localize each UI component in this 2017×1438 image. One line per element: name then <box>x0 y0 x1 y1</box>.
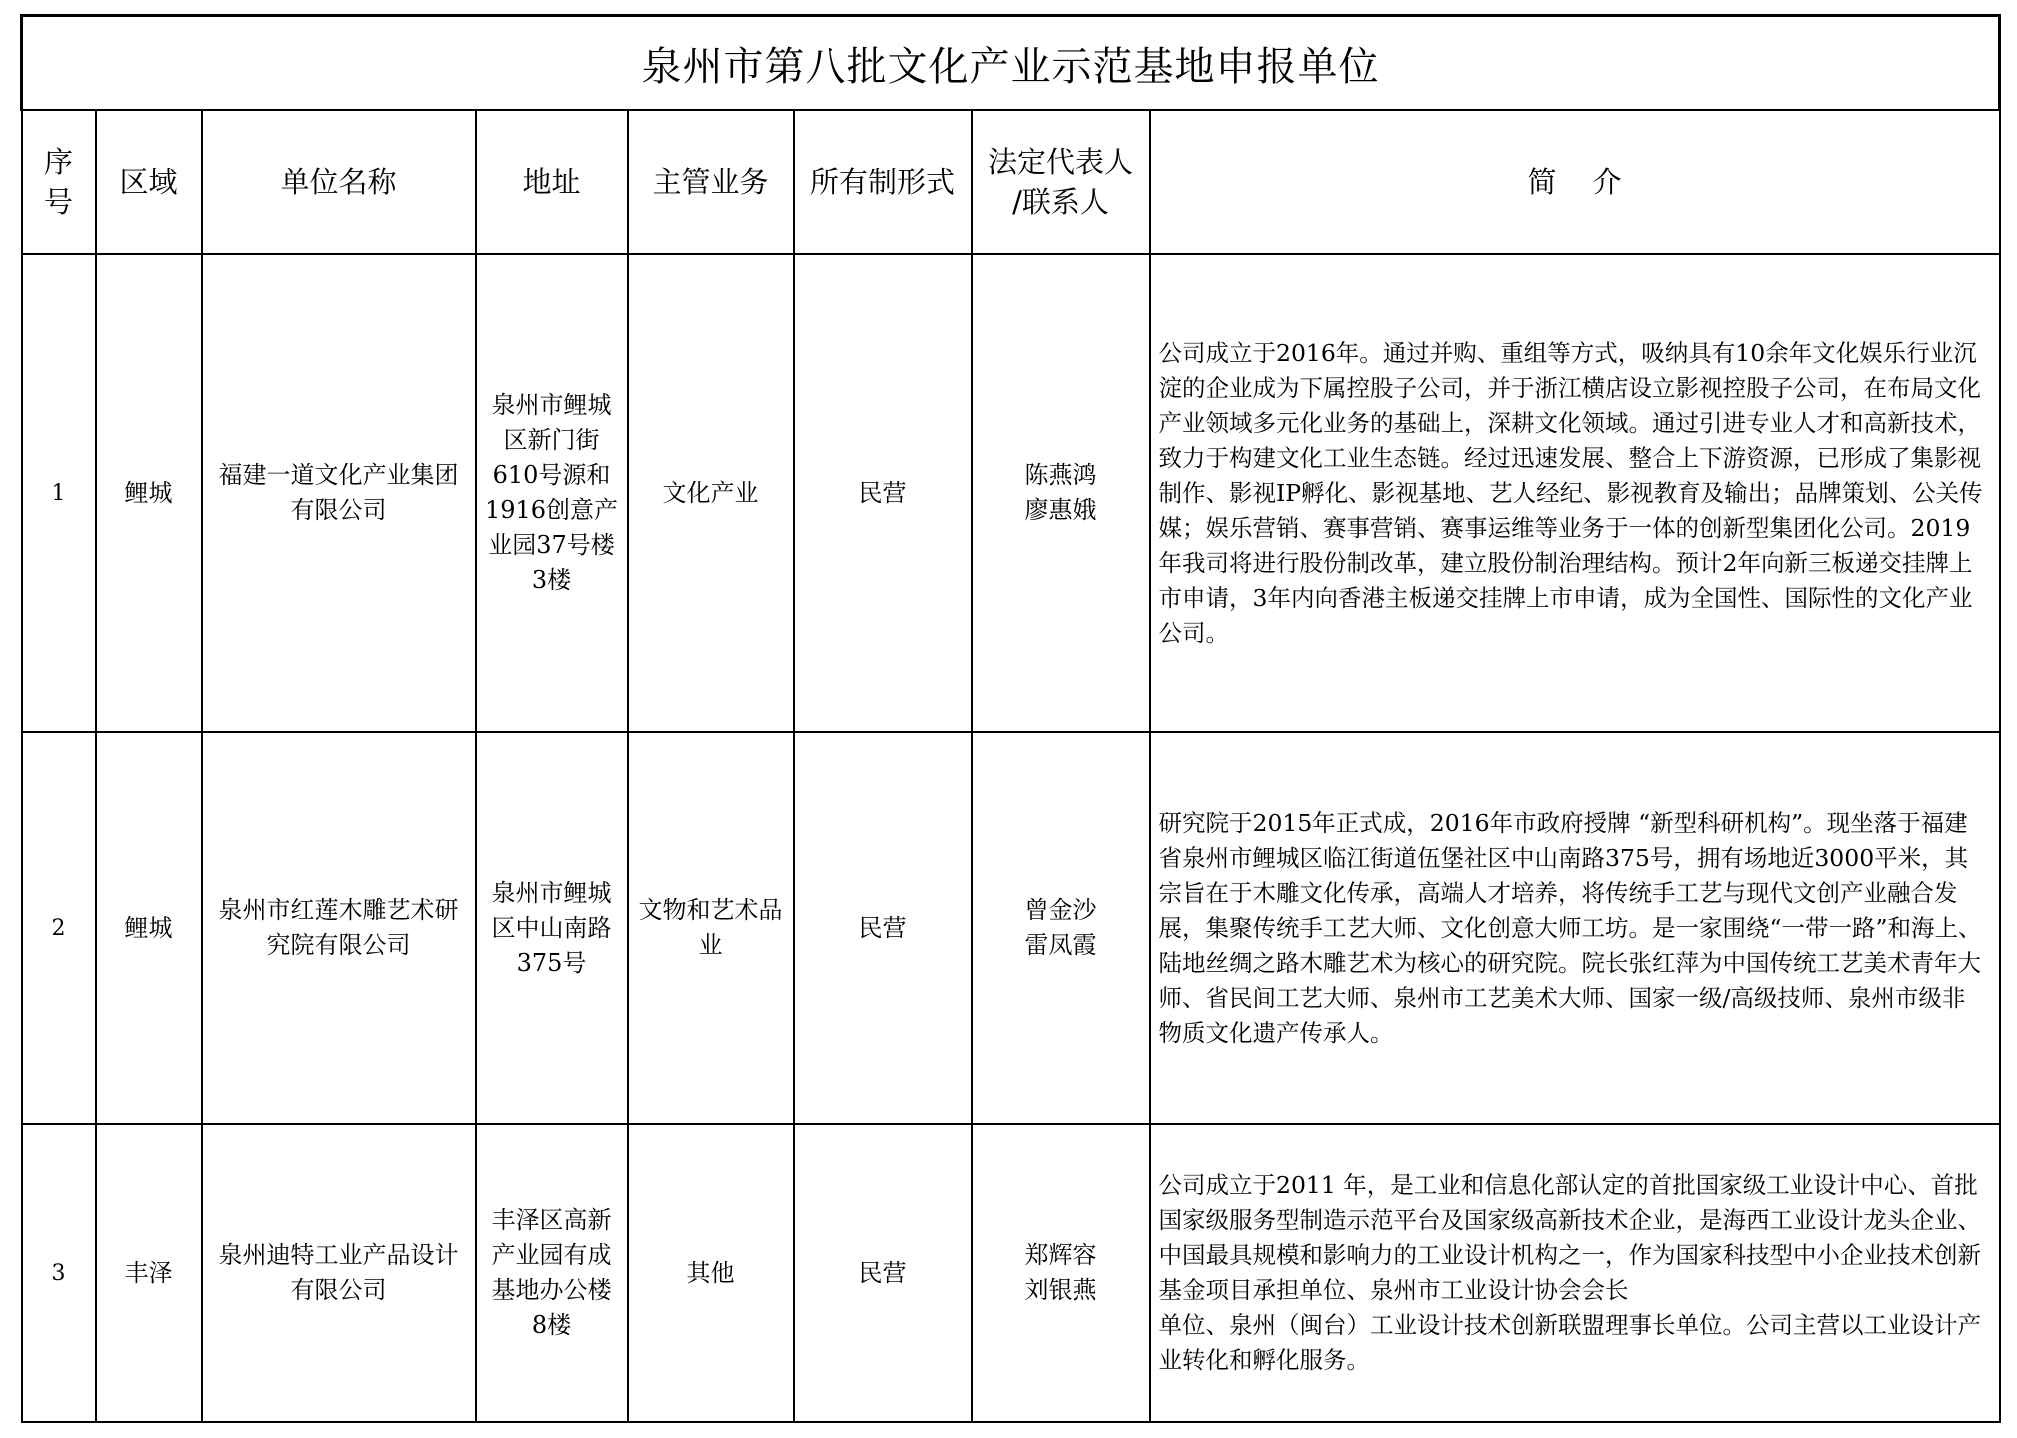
header-intro: 简介 <box>1150 110 2000 254</box>
table-title: 泉州市第八批文化产业示范基地申报单位 <box>22 16 2000 111</box>
table-row <box>22 1124 2000 1422</box>
row-seq: 1 <box>22 254 96 732</box>
table-row <box>22 254 2000 732</box>
row-contact: 曾金沙 雷凤霞 <box>972 732 1150 1124</box>
header-ownership: 所有制形式 <box>794 110 972 254</box>
row-district: 鲤城 <box>96 732 202 1124</box>
row-address: 泉州市鲤城区中山南路375号 <box>476 732 628 1124</box>
row-seq: 3 <box>22 1124 96 1422</box>
header-address: 地址 <box>476 110 628 254</box>
row-intro: 公司成立于2016年。通过并购、重组等方式，吸纳具有10余年文化娱乐行业沉淀的企业成为下属控股子公司，并于浙江横店设立影视控股子公司，在布局文化产业领域多元化业务的基础上，深耕文化领域。通过引进专业人才和高新技术，致力于构建文化工业生态链。经过迅速发展、整合上下游资源，已形成了集影视制作、影视IP孵化、影视基地、艺人经纪、影视教育及输出；品牌策划、公关传媒；娱乐营销、赛事营销、赛事运维等业务于一体的创新型集团化公司。2019年我司将进行股份制改革，建立股份制治理结构。预计2年向新三板递交挂牌上市申请，3年内向香港主板递交挂牌上市申请，成为全国性、国际性的文化产业公司。 <box>1150 254 2000 732</box>
header-row <box>22 110 2000 254</box>
row-ownership: 民营 <box>794 732 972 1124</box>
row-name: 泉州迪特工业产品设计有限公司 <box>202 1124 476 1422</box>
row-address: 泉州市鲤城区新门街610号源和1916创意产业园37号楼3楼 <box>476 254 628 732</box>
table-row <box>22 732 2000 1124</box>
row-business: 文物和艺术品业 <box>628 732 794 1124</box>
row-ownership: 民营 <box>794 254 972 732</box>
row-ownership: 民营 <box>794 1124 972 1422</box>
row-seq: 2 <box>22 732 96 1124</box>
header-business: 主管业务 <box>628 110 794 254</box>
row-district: 鲤城 <box>96 254 202 732</box>
row-business: 其他 <box>628 1124 794 1422</box>
row-name: 泉州市红莲木雕艺术研究院有限公司 <box>202 732 476 1124</box>
row-business: 文化产业 <box>628 254 794 732</box>
row-district: 丰泽 <box>96 1124 202 1422</box>
header-name: 单位名称 <box>202 110 476 254</box>
applicant-table <box>20 14 2001 1423</box>
row-name: 福建一道文化产业集团有限公司 <box>202 254 476 732</box>
header-district: 区域 <box>96 110 202 254</box>
row-contact: 陈燕鸿 廖惠娥 <box>972 254 1150 732</box>
row-intro: 研究院于2015年正式成，2016年市政府授牌 “新型科研机构”。现坐落于福建省泉州市鲤城区临江街道伍堡社区中山南路375号，拥有场地近3000平米，其宗旨在于木雕文化传承，高端人才培养，将传统手工艺与现代文创产业融合发展，集聚传统手工艺大师、文化创意大师工坊。是一家围绕“一带一路”和海上、陆地丝绸之路木雕艺术为核心的研究院。院长张红萍为中国传统工艺美术青年大师、省民间工艺大师、泉州市工艺美术大师、国家一级/高级技师、泉州市级非物质文化遗产传承人。 <box>1150 732 2000 1124</box>
header-contact: 法定代表人 /联系人 <box>972 110 1150 254</box>
row-contact: 郑辉容 刘银燕 <box>972 1124 1150 1422</box>
header-seq: 序号 <box>22 110 96 254</box>
row-intro: 公司成立于2011 年，是工业和信息化部认定的首批国家级工业设计中心、首批国家级服务型制造示范平台及国家级高新技术企业，是海西工业设计龙头企业、中国最具规模和影响力的工业设计机构之一，作为国家科技型中小企业技术创新基金项目承担单位、泉州市工业设计协会会长 单位、泉州（闽台）工业设计技术创新联盟理事长单位。公司主营以工业设计产业转化和孵化服务。 <box>1150 1124 2000 1422</box>
row-address: 丰泽区高新产业园有成基地办公楼8楼 <box>476 1124 628 1422</box>
